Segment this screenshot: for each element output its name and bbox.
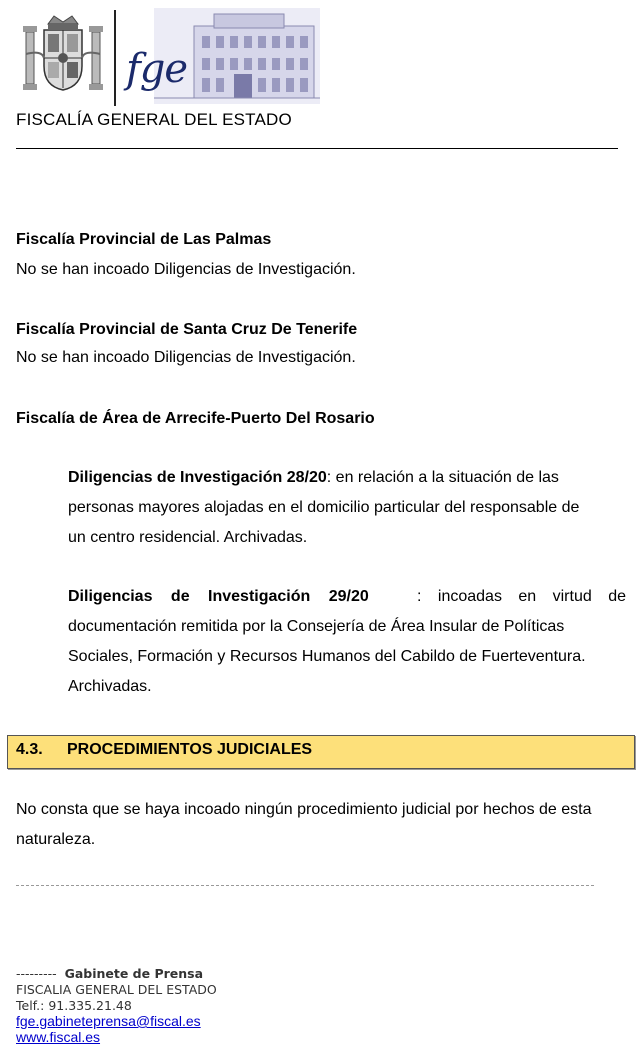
footer-email-link[interactable]: fge.gabineteprensa@fiscal.es (16, 1013, 201, 1029)
footer-web-link[interactable]: www.fiscal.es (16, 1029, 101, 1045)
org-title: FISCALÍA GENERAL DEL ESTADO (16, 110, 292, 129)
fge-logo: fge (126, 46, 188, 92)
footer-org: FISCALIA GENERAL DEL ESTADO (16, 982, 217, 997)
diligencia-29-line1: Diligencias de Investigación 29/20 : incoadas en virtud de (68, 588, 626, 605)
conclusion-line1: No consta que se haya incoado ningún procedimiento judicial por hechos de esta (16, 801, 592, 818)
diligencia-29-line3: Sociales, Formación y Recursos Humanos del Cabildo de Fuerteventura. (68, 648, 586, 665)
section-number: 4.3. (16, 741, 43, 758)
coat-of-arms-logo (22, 14, 104, 94)
diligencia-29-title: Diligencias de Investigación 29/20 (68, 588, 369, 605)
section-title: PROCEDIMIENTOS JUDICIALES (67, 741, 313, 758)
section-header-box (7, 735, 635, 769)
header-divider (114, 10, 116, 106)
diligencia-28-line1: Diligencias de Investigación 28/20: en relación a la situación de las (68, 469, 559, 486)
text-tenerife: No se han incoado Diligencias de Investigación. (16, 349, 356, 366)
diligencia-29-line4: Archivadas. (68, 678, 152, 695)
diligencia-29-line2: documentación remitida por la Consejería de Área Insular de Políticas (68, 618, 565, 635)
text-las-palmas: No se han incoado Diligencias de Investigación. (16, 261, 356, 278)
heading-las-palmas: Fiscalía Provincial de Las Palmas (16, 231, 272, 248)
footer-press: Gabinete de Prensa (64, 966, 204, 981)
heading-arrecife: Fiscalía de Área de Arrecife-Puerto Del Rosario (16, 410, 375, 427)
diligencia-28-line3: un centro residencial. Archivadas. (68, 529, 308, 546)
footer-press-line: --------- Gabinete de Prensa (16, 966, 204, 981)
footer-separator (16, 885, 594, 886)
heading-tenerife: Fiscalía Provincial de Santa Cruz De Tenerife (16, 321, 358, 338)
diligencia-28-title: Diligencias de Investigación 28/20 (68, 469, 327, 486)
diligencia-28-line2: personas mayores alojadas en el domicilio particular del responsable de (68, 499, 580, 516)
header-rule (16, 148, 618, 149)
conclusion-line2: naturaleza. (16, 831, 96, 848)
footer-phone: Telf.: 91.335.21.48 (16, 998, 132, 1013)
